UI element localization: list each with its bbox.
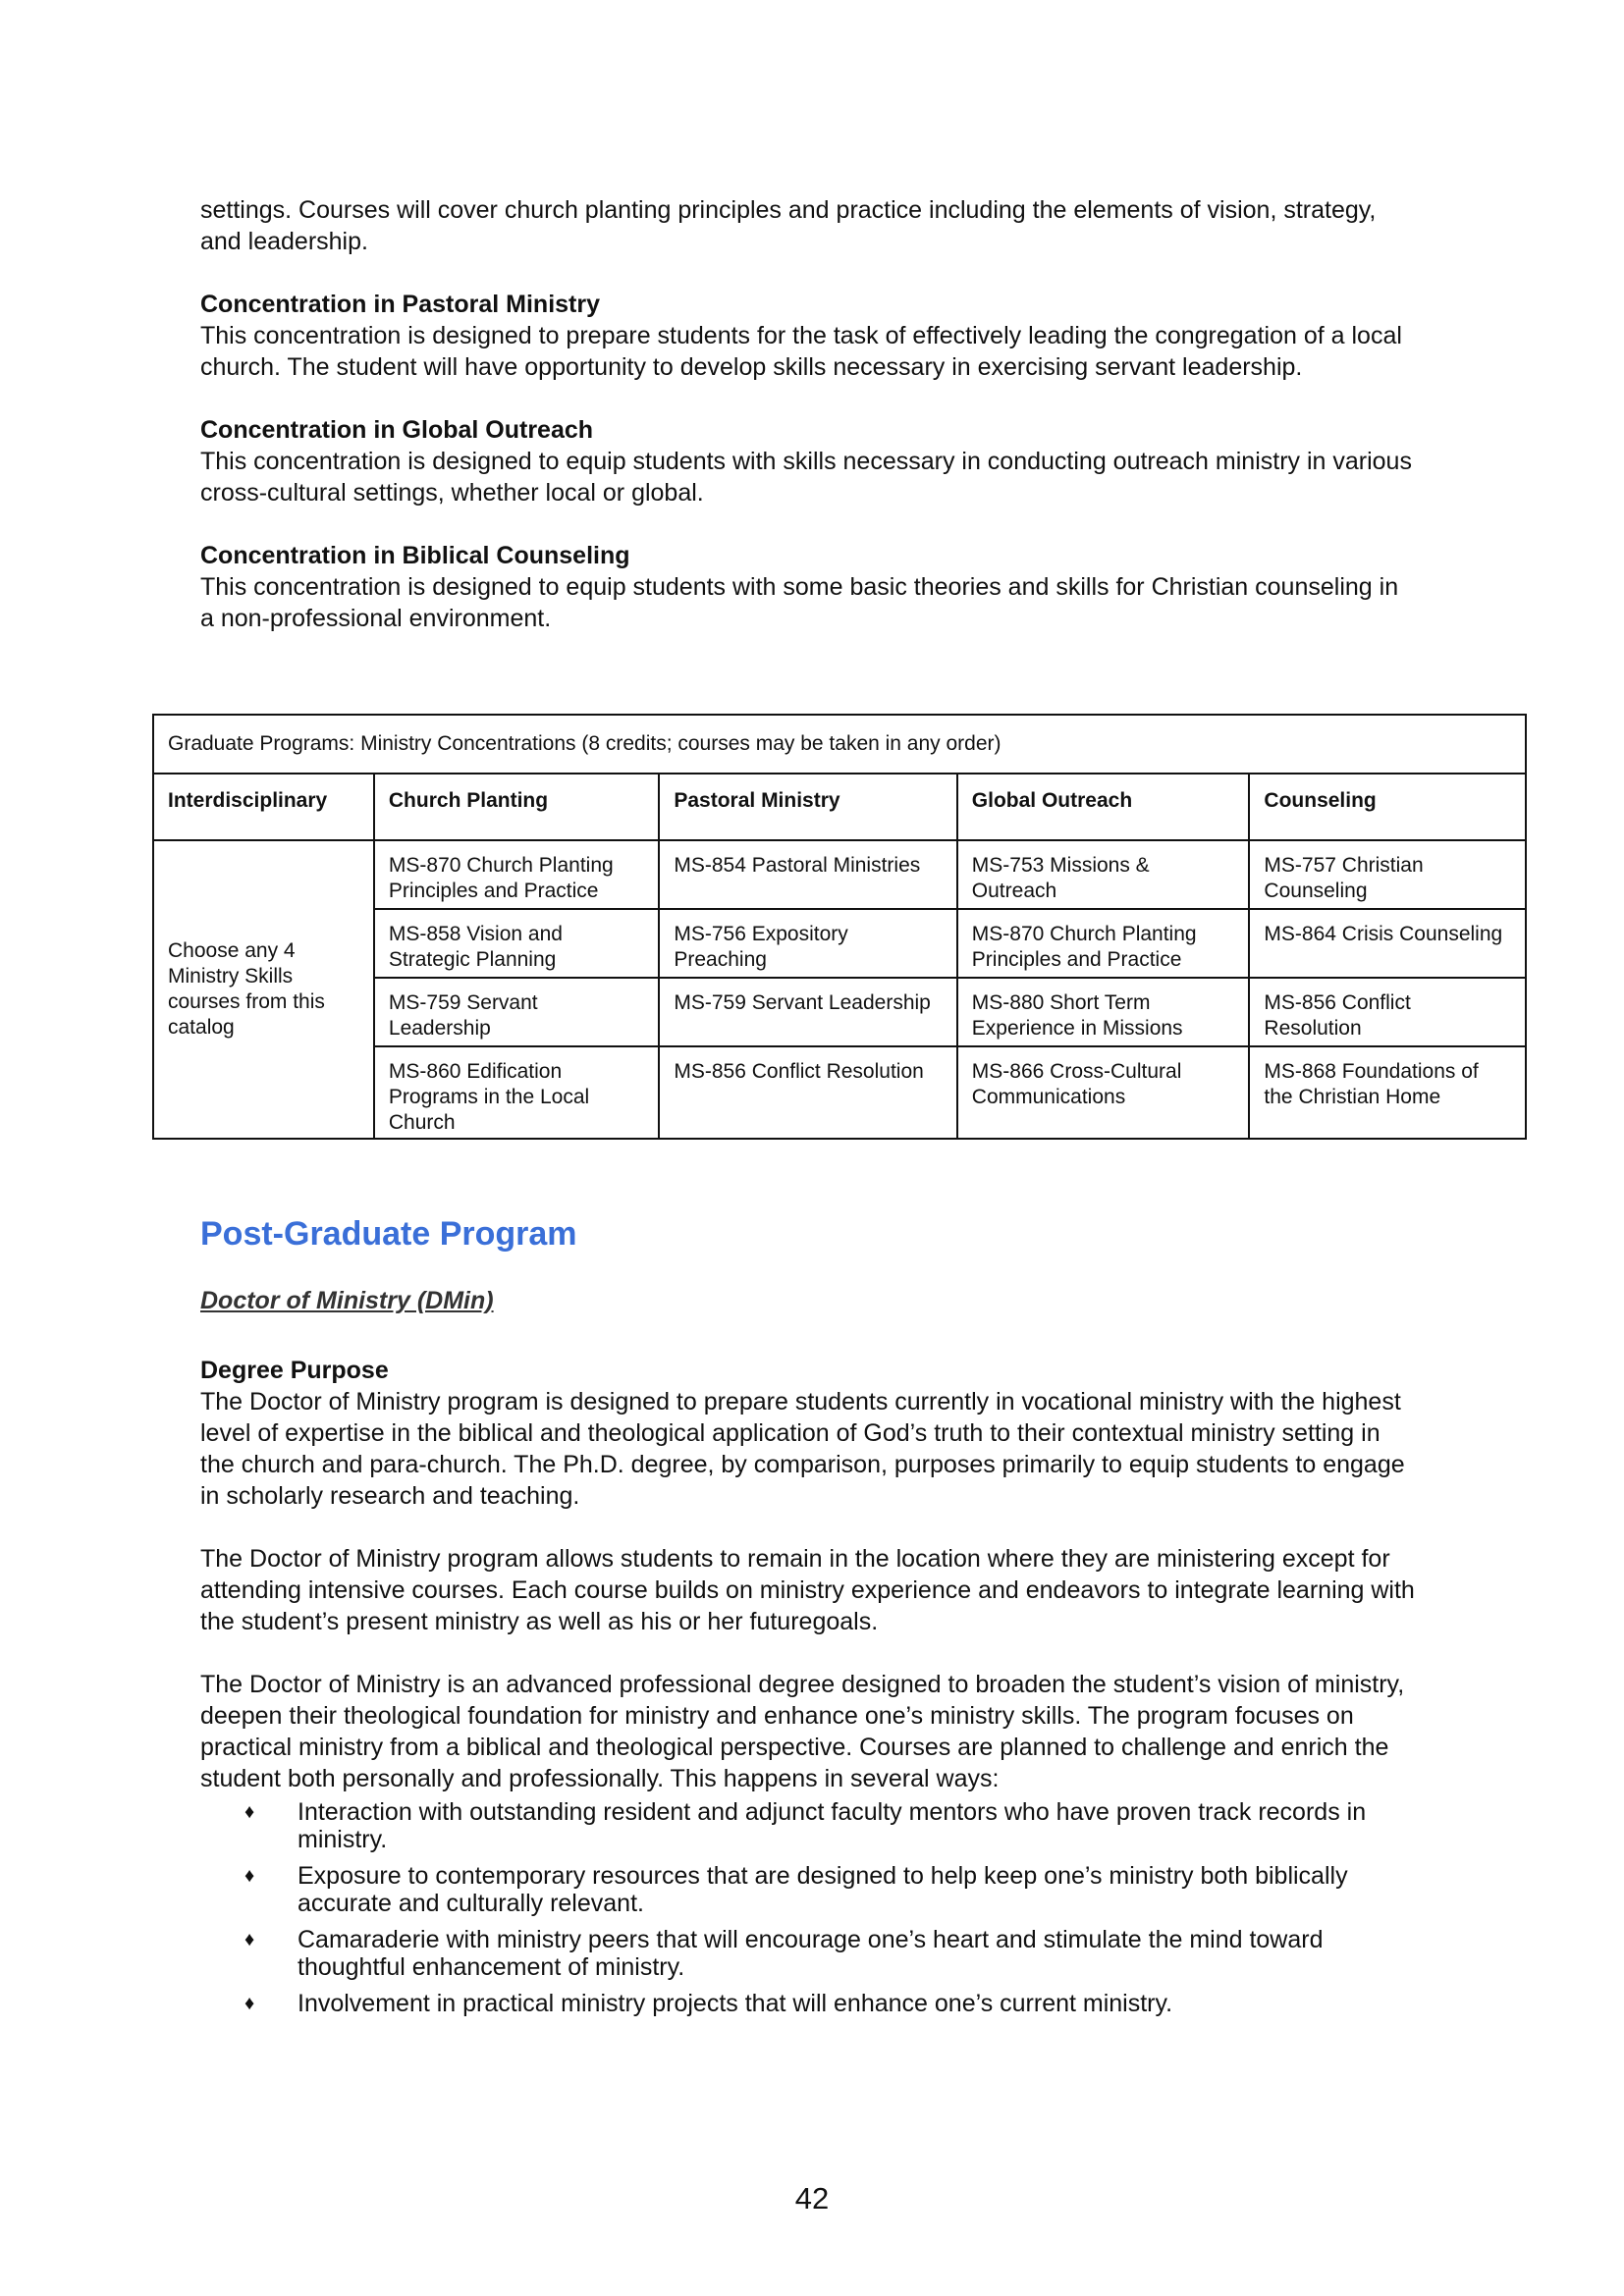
table-cell: MS-753 Missions & Outreach	[957, 840, 1250, 909]
degree-purpose-section	[200, 1355, 1418, 2026]
table-cell: MS-756 Expository Preaching	[659, 909, 956, 978]
list-item	[200, 1926, 1418, 1981]
diamond-bullet-icon: ♦	[244, 1993, 255, 2014]
header-global-outreach: Global Outreach	[957, 774, 1250, 840]
list-item-text: Exposure to contemporary resources that are designed to help keep one’s ministry both biblically accurate and culturally relevant.	[298, 1862, 1348, 1917]
table-cell: MS-856 Conflict Resolution	[659, 1046, 956, 1139]
table-caption: Graduate Programs: Ministry Concentrations (8 credits; courses may be taken in any order)	[153, 715, 1526, 774]
table-cell: MS-864 Crisis Counseling	[1249, 909, 1526, 978]
header-interdisciplinary: Interdisciplinary	[153, 774, 374, 840]
table-cell: MS-854 Pastoral Ministries	[659, 840, 956, 909]
table-cell: MS-868 Foundations of the Christian Home	[1249, 1046, 1526, 1139]
table-cell: MS-860 Edification Programs in the Local Church	[374, 1046, 659, 1139]
diamond-bullet-icon: ♦	[244, 1865, 255, 1887]
concentration-title: Concentration in Biblical Counseling	[200, 542, 630, 569]
post-graduate-heading: Post-Graduate Program	[200, 1215, 577, 1253]
list-item-text: Involvement in practical ministry projects that will enhance one’s current ministry.	[298, 1990, 1173, 2017]
dmin-program-link[interactable]: Doctor of Ministry (DMin)	[200, 1287, 494, 1314]
list-item	[200, 1862, 1418, 1917]
interdisciplinary-note: Choose any 4 Ministry Skills courses from this catalog	[153, 840, 374, 1139]
concentration-text: This concentration is designed to prepare students for the task of effectively leading the congregation of a local church. The student will have opportunity to develop skills necessary in exercising servant leadership.	[200, 322, 1402, 381]
concentration-counseling	[200, 540, 1418, 634]
list-item-text: Interaction with outstanding resident and adjunct faculty mentors who have proven track records in ministry.	[298, 1798, 1367, 1853]
table-cell: MS-870 Church Planting Principles and Practice	[374, 840, 659, 909]
header-pastoral-ministry: Pastoral Ministry	[659, 774, 956, 840]
concentrations-table	[152, 714, 1527, 1140]
table-cell: MS-856 Conflict Resolution	[1249, 978, 1526, 1046]
table-cell: MS-759 Servant Leadership	[374, 978, 659, 1046]
table-cell: MS-759 Servant Leadership	[659, 978, 956, 1046]
concentration-text: This concentration is designed to equip students with skills necessary in conducting outreach ministry in various cross-cultural settings, whether local or global.	[200, 448, 1412, 507]
table-cell: MS-858 Vision and Strategic Planning	[374, 909, 659, 978]
table-cell: MS-870 Church Planting Principles and Practice	[957, 909, 1250, 978]
header-counseling: Counseling	[1249, 774, 1526, 840]
list-item	[200, 1798, 1418, 1853]
page-number: 42	[794, 2181, 830, 2216]
list-item-text: Camaraderie with ministry peers that will encourage one’s heart and stimulate the mind toward thoughtful enhancement of ministry.	[298, 1926, 1324, 1981]
diamond-bullet-icon: ♦	[244, 1929, 255, 1950]
table-cell: MS-757 Christian Counseling	[1249, 840, 1526, 909]
purpose-paragraph: The Doctor of Ministry program allows students to remain in the location where they are ministering except for attending intensive courses. Each course builds on ministry experience and endeavors to integrate learning with the student’s present ministry as well as his or her futuregoals.	[200, 1545, 1415, 1635]
list-item	[200, 1990, 1418, 2017]
table-header-row	[153, 774, 1526, 840]
diamond-bullet-icon: ♦	[244, 1801, 255, 1823]
concentration-title: Concentration in Pastoral Ministry	[200, 291, 601, 318]
concentration-pastoral	[200, 289, 1418, 383]
concentration-global	[200, 414, 1418, 508]
concentration-text: This concentration is designed to equip students with some basic theories and skills for Christian counseling in a non-professional environment.	[200, 573, 1399, 632]
purpose-paragraph: The Doctor of Ministry program is designed to prepare students currently in vocational ministry with the highest level of expertise in the biblical and theological application of God’s truth to their contextual ministry setting in the church and para-church. The Ph.D. degree, by comparison, purposes primarily to equip students to engage in scholarly research and teaching.	[200, 1388, 1405, 1510]
upper-text	[200, 194, 1418, 666]
table-cell: MS-880 Short Term Experience in Missions	[957, 978, 1250, 1046]
header-church-planting: Church Planting	[374, 774, 659, 840]
benefits-list	[200, 1798, 1418, 2017]
concentration-title: Concentration in Global Outreach	[200, 416, 594, 444]
purpose-paragraph: The Doctor of Ministry is an advanced professional degree designed to broaden the student’s vision of ministry, deepen their theological foundation for ministry and enhance one’s ministry skills. The program focuses on practical ministry from a biblical and theological perspective. Courses are planned to challenge and enrich the student both personally and professionally. This happens in several ways:	[200, 1671, 1405, 1792]
intro-continuation: settings. Courses will cover church planting principles and practice including the elements of vision, strategy, and leadership.	[200, 196, 1377, 255]
table-cell: MS-866 Cross-Cultural Communications	[957, 1046, 1250, 1139]
table-row	[153, 840, 1526, 909]
degree-purpose-title: Degree Purpose	[200, 1357, 389, 1384]
